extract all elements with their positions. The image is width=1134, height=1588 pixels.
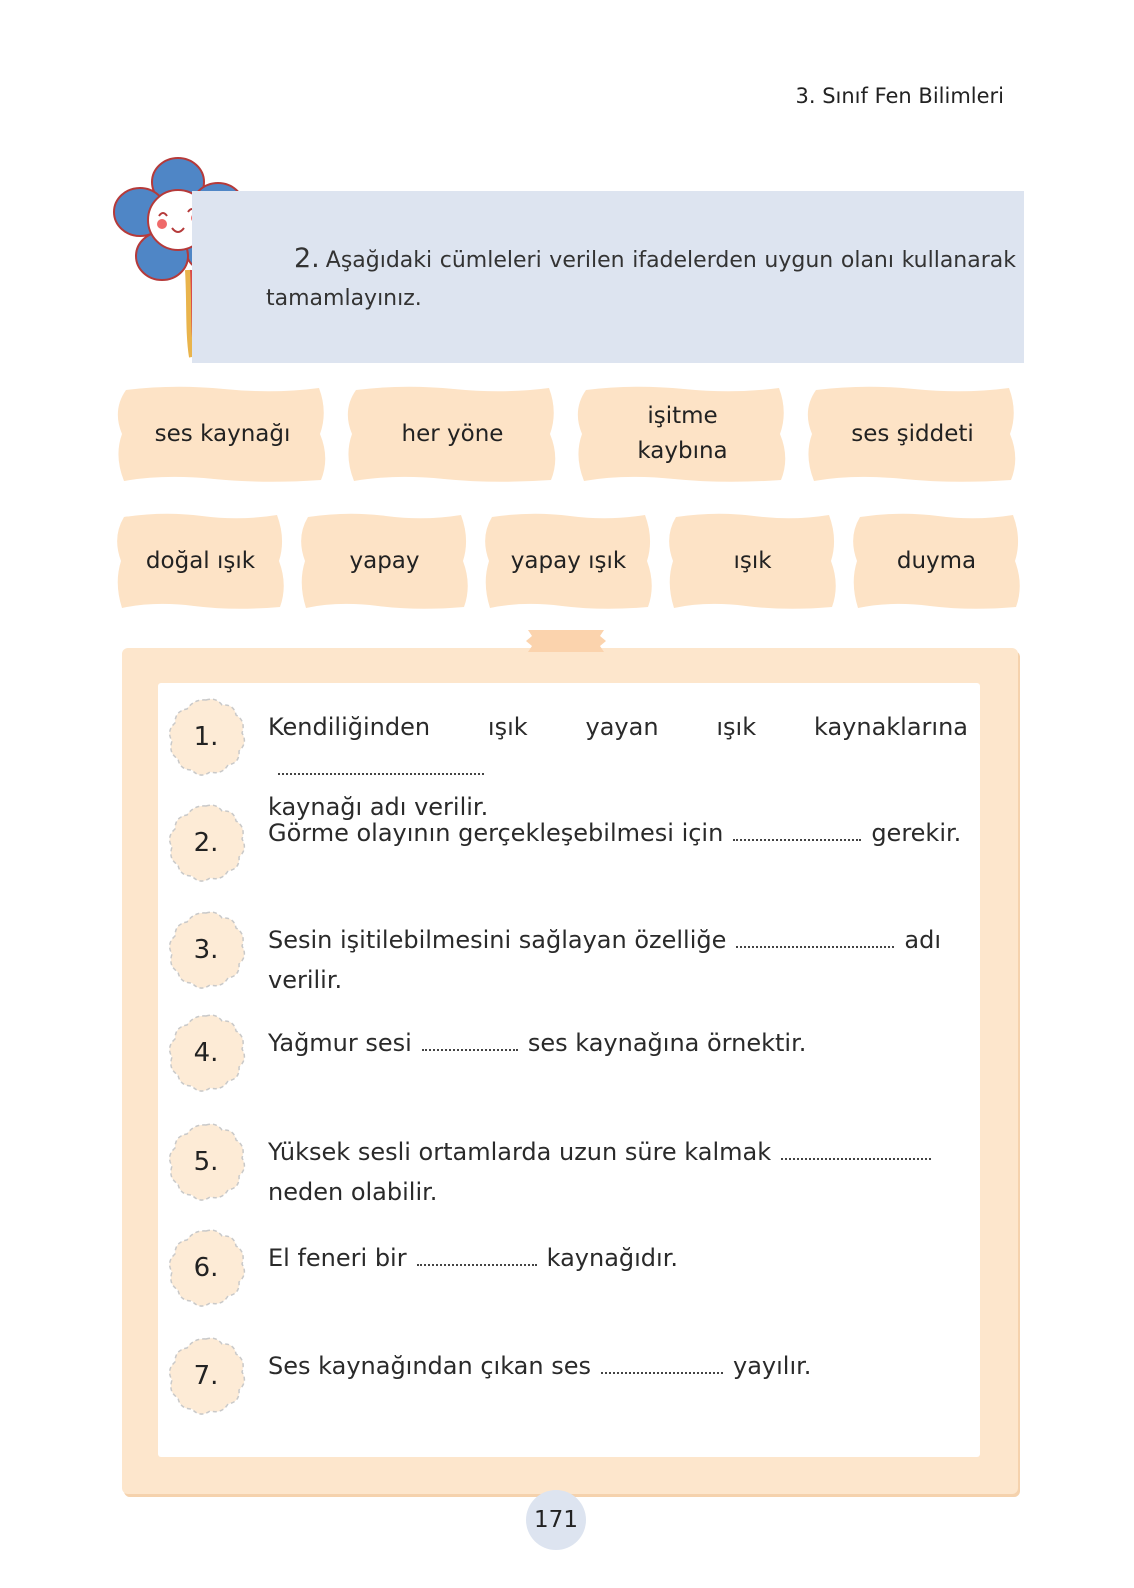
word-chip-label: yapay xyxy=(349,547,420,574)
answer-blank[interactable] xyxy=(422,1027,518,1051)
word-chip-label: işitme kaybına xyxy=(637,403,728,464)
answer-blank[interactable] xyxy=(733,817,861,841)
question-text xyxy=(268,920,968,1000)
question-text xyxy=(268,1346,968,1386)
instruction xyxy=(266,240,1016,318)
question-text-after: ses kaynağına örnektir. xyxy=(527,1029,807,1057)
instruction-text: Aşağıdaki cümleleri verilen ifadelerden uygun olanı kullanarak tamamlayınız. xyxy=(266,248,1016,311)
answer-blank[interactable] xyxy=(781,1136,931,1160)
word-chip xyxy=(482,511,655,611)
question-text-before: El feneri bir xyxy=(268,1244,407,1272)
word-chip xyxy=(114,384,331,484)
question-number: 4. xyxy=(193,1038,219,1068)
instruction-number: 2. xyxy=(294,243,320,274)
tape-icon xyxy=(524,626,608,656)
question-text xyxy=(268,1023,968,1063)
question-number: 7. xyxy=(193,1361,219,1391)
question-text-before: Sesin işitilebilmesini sağlayan özelliğe xyxy=(268,926,727,954)
question-text-after: kaynağıdır. xyxy=(546,1244,678,1272)
word-chip xyxy=(804,384,1021,484)
question-text-before: Görme olayının gerçekleşebilmesi için xyxy=(268,819,724,847)
question-text xyxy=(268,1132,968,1212)
question-number: 5. xyxy=(193,1147,219,1177)
question-text-after: kaynağı adı verilir. xyxy=(268,793,489,821)
word-chip-label: yapay ışık xyxy=(510,547,627,574)
word-chip xyxy=(574,384,791,484)
word-chip-label: ses kaynağı xyxy=(154,420,291,447)
word-chip xyxy=(114,511,287,611)
word-chip-label: her yöne xyxy=(401,420,504,447)
page-number: 171 xyxy=(526,1490,586,1550)
question-text-before: Yağmur sesi xyxy=(268,1029,412,1057)
word-chip-label: doğal ışık xyxy=(145,547,256,574)
word-chip xyxy=(666,511,839,611)
word-chip xyxy=(850,511,1023,611)
question-text xyxy=(268,707,968,827)
answer-blank[interactable] xyxy=(278,751,484,775)
question-text-before: Kendiliğinden ışık yayan ışık kaynaklarına xyxy=(268,713,968,741)
word-chip-label: ses şiddeti xyxy=(851,420,974,447)
question-number: 1. xyxy=(193,722,219,752)
question-number: 6. xyxy=(193,1253,219,1283)
question-text-after: neden olabilir. xyxy=(268,1178,438,1206)
answer-blank[interactable] xyxy=(736,924,894,948)
question-text xyxy=(268,813,968,853)
question-text-after: adı verilir. xyxy=(268,926,941,994)
question-text-after: gerekir. xyxy=(871,819,962,847)
word-chip xyxy=(298,511,471,611)
word-chip-label: ışık xyxy=(733,547,772,574)
word-bank-row-1 xyxy=(114,384,1024,484)
question-text-after: yayılır. xyxy=(733,1352,812,1380)
word-chip-label: duyma xyxy=(896,547,977,574)
question-text-before: Ses kaynağından çıkan ses xyxy=(268,1352,591,1380)
question-text-before: Yüksek sesli ortamlarda uzun süre kalmak xyxy=(268,1138,772,1166)
question-text xyxy=(268,1238,968,1278)
question-number: 3. xyxy=(193,935,219,965)
answer-blank[interactable] xyxy=(417,1242,537,1266)
word-bank-row-2 xyxy=(114,511,1024,611)
answer-blank[interactable] xyxy=(601,1350,723,1374)
word-chip xyxy=(344,384,561,484)
header-title: 3. Sınıf Fen Bilimleri xyxy=(795,84,1004,108)
question-number: 2. xyxy=(193,828,219,858)
